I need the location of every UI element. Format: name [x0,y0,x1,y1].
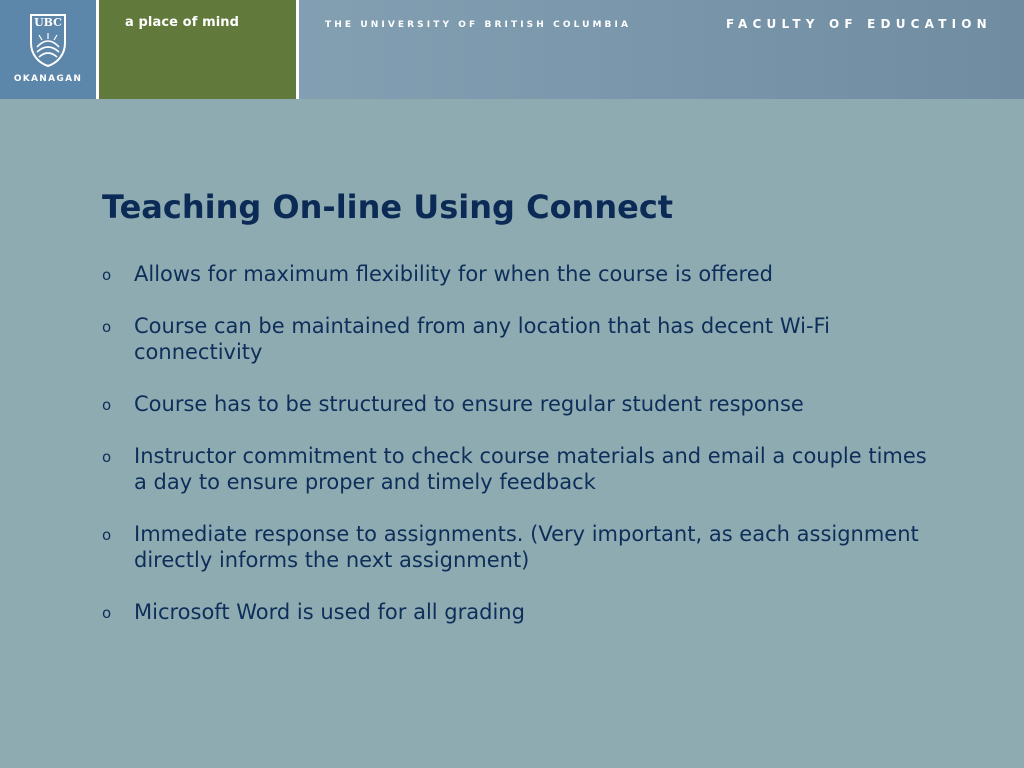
bullet-item [100,313,940,365]
faculty-name: FACULTY OF EDUCATION [726,17,992,31]
bullet-item [100,443,940,495]
university-name: THE UNIVERSITY OF BRITISH COLUMBIA [325,20,632,30]
bullet-text: Immediate response to assignments. (Very important, as each assignment directly informs the next assignment) [134,522,919,572]
bullet-list [100,261,940,651]
bullet-item [100,391,940,417]
header-banner [0,0,1024,99]
bullet-item [100,521,940,573]
bullet-circle-icon: o [102,526,112,544]
bullet-text: Allows for maximum flexibility for when the course is offered [134,262,773,286]
bullet-text: Course has to be structured to ensure regular student response [134,392,804,416]
ubc-logo [0,0,99,99]
bullet-item [100,261,940,287]
bullet-text: Instructor commitment to check course materials and email a couple times a day to ensure proper and timely feedback [134,444,927,494]
tagline-text: a place of mind [125,15,240,30]
bullet-circle-icon: o [102,604,112,622]
slide-title: Teaching On-line Using Connect [102,188,674,226]
ubc-wordmark: UBC [34,16,62,29]
bullet-text: Microsoft Word is used for all grading [134,600,525,624]
campus-label: OKANAGAN [13,74,83,84]
bullet-circle-icon: o [102,396,112,414]
bullet-item [100,599,940,625]
bullet-circle-icon: o [102,448,112,466]
bullet-circle-icon: o [102,318,112,336]
tagline-block [99,0,299,99]
bullet-text: Course can be maintained from any location that has decent Wi-Fi connectivity [134,314,830,364]
bullet-circle-icon: o [102,266,112,284]
